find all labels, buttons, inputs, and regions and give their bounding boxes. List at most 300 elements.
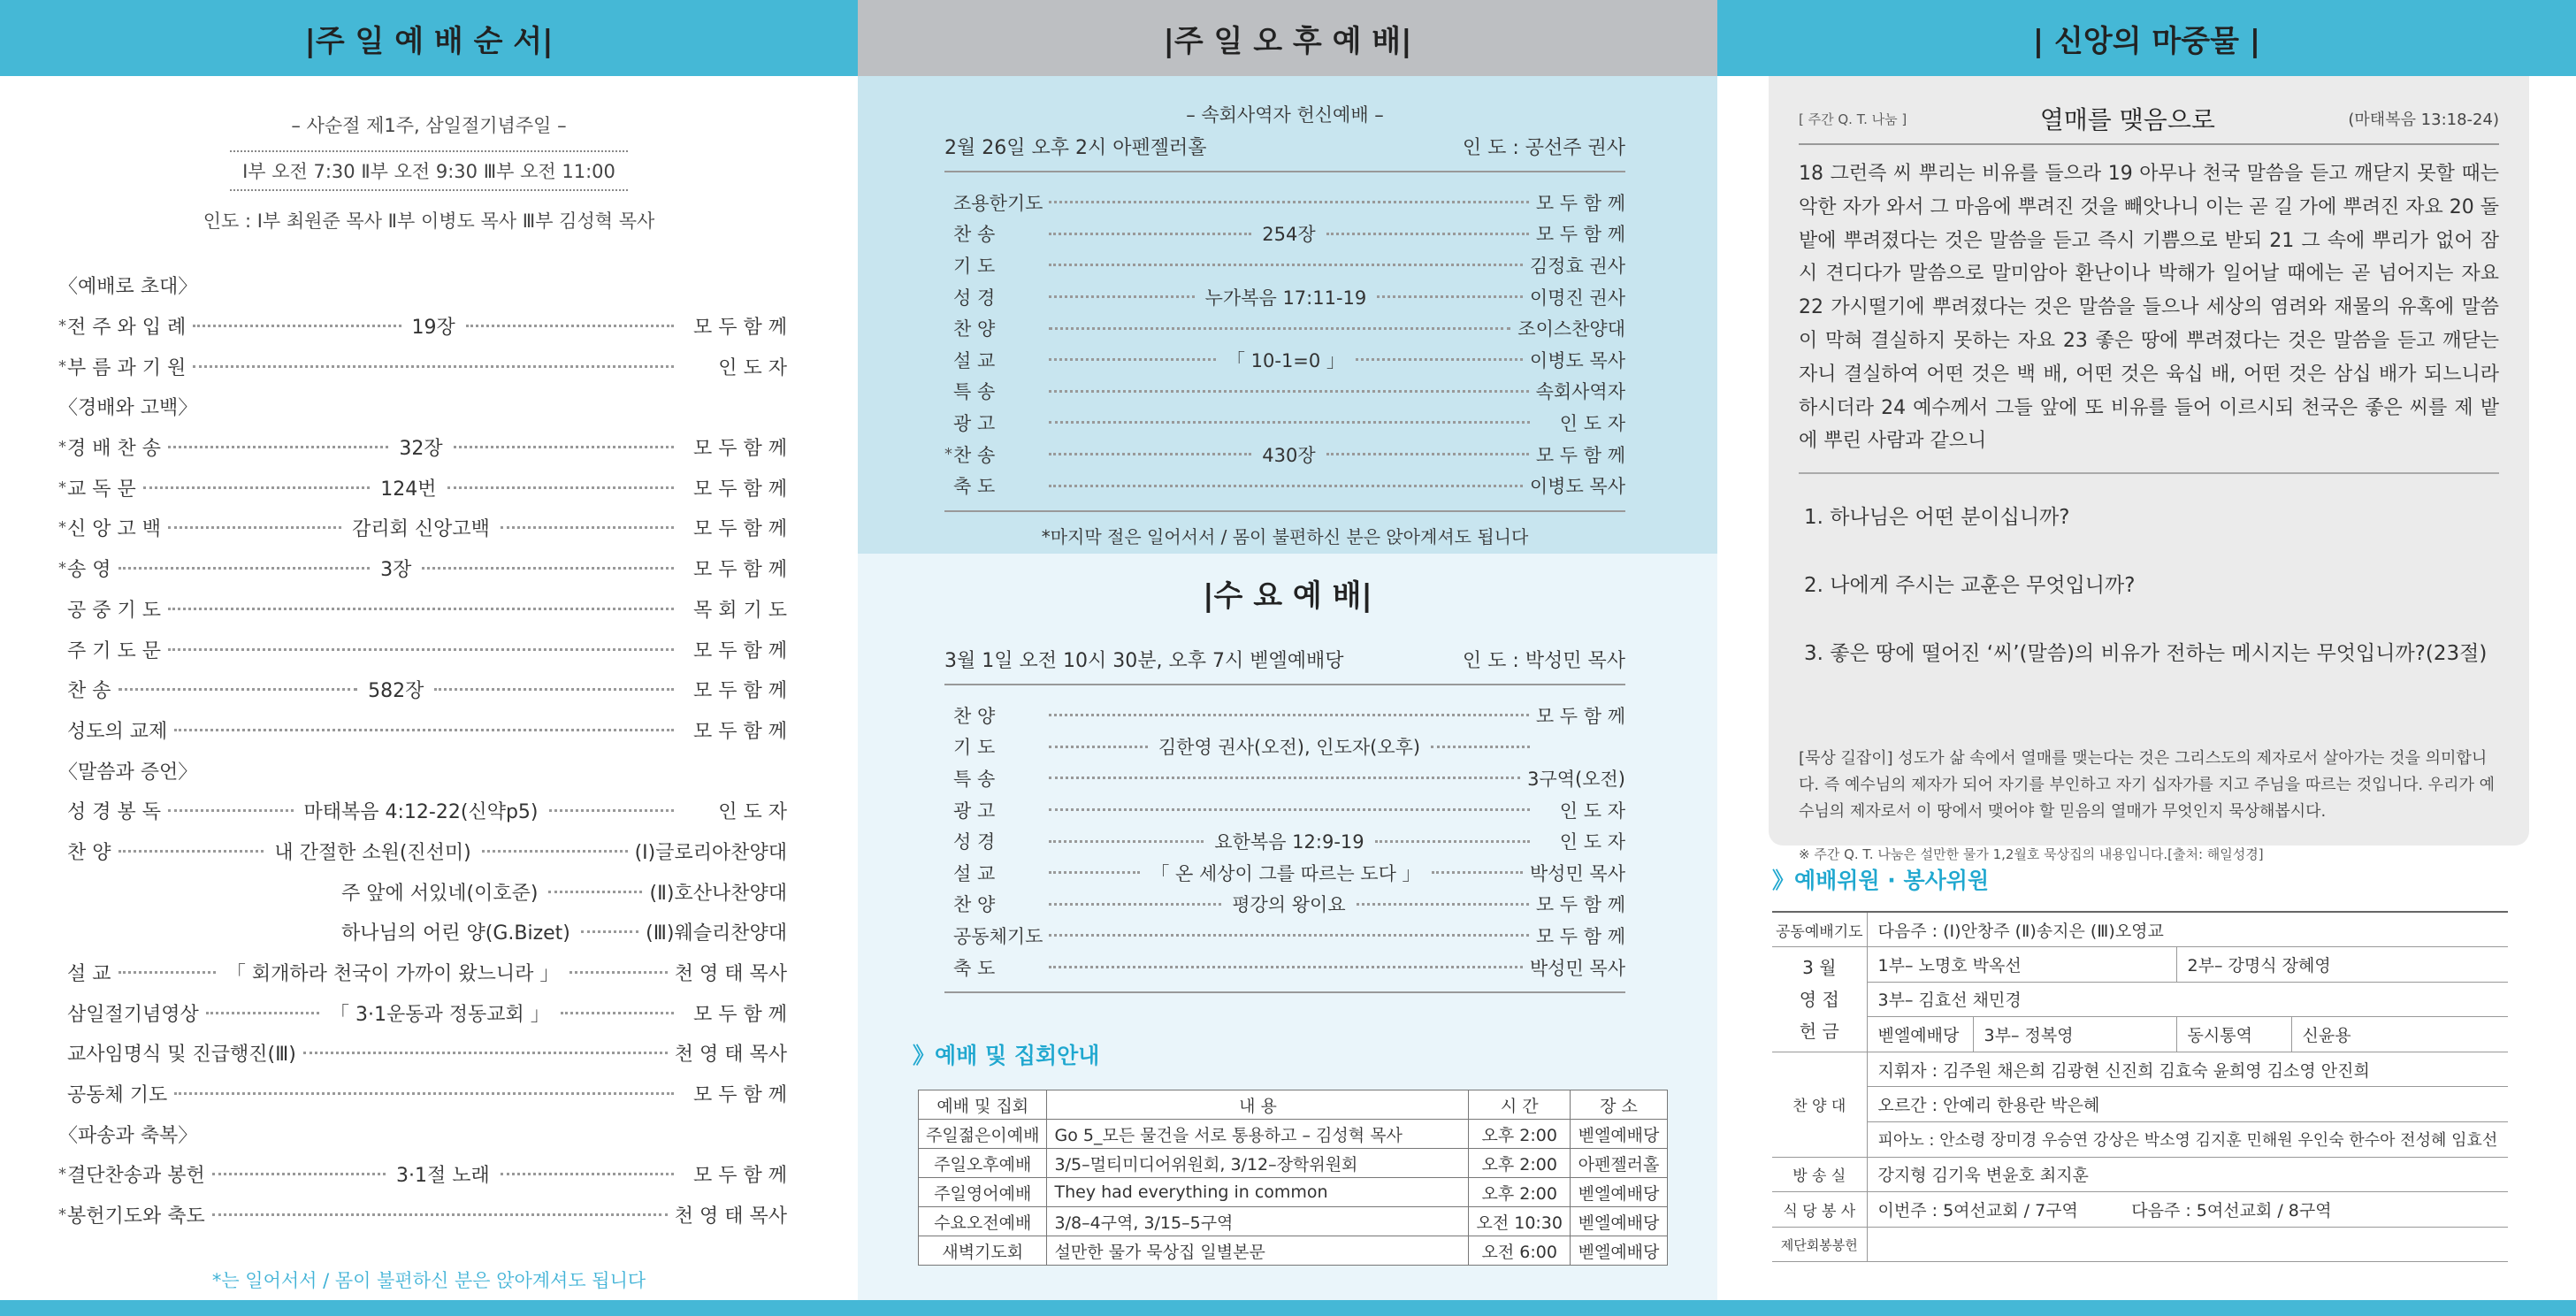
order-item-name: 기 도 bbox=[953, 737, 996, 759]
dotted-leader bbox=[1357, 903, 1529, 906]
schedule-cell: 벧엘예배당 bbox=[1571, 1120, 1668, 1149]
order-item-name: 찬 양 bbox=[953, 894, 996, 916]
qt-scripture: 18 그런즉 씨 뿌리는 비유를 들으라 19 아무나 천국 말씀을 듣고 깨닫지 못할 때는 악한 자가 와서 그 마음에 뿌려진 것을 빼앗나니 이는 곧 길 가에 뿌려진 자요 20 돌밭에 뿌려졌다는 것은 말씀을 듣고 즉시 기쁨으로 받되 21 그 속에 뿌리가 없어 잠시 견디다가 말씀으로 말미암아 환난이나 박해가 일어날 때에는 곧 넘어지는 자요 22 가시떨기에 뿌려졌다는 것은 말씀을 들으나 세상의 염려와 재물의 유혹에 말씀이 막혀 결실하지 못하는 자요 23 좋은 땅에 뿌려졌다는 것은 말씀을 듣고 깨닫는 자니 결실하여 어떤 것은 백 배, 어떤 것은 육십 배, 어떤 것은 삼십 배가 되느니라 하시더라 24 예수께서 그들 앞에 또 비유를 들어 이르시되 천국은 좋은 씨를 제 밭에 뿌린 사람과 같으니 bbox=[1799, 157, 2499, 474]
volunteer-value: 다음주 : (Ⅰ)안창주 (Ⅱ)송지은 (Ⅲ)오영교 bbox=[1867, 912, 2508, 947]
order-item-detail: 누가복음 17:11-19 bbox=[1204, 287, 1367, 309]
schedule-cell: 벧엘예배당 bbox=[1571, 1236, 1668, 1266]
schedule-header: 내 용 bbox=[1047, 1090, 1469, 1120]
dotted-leader bbox=[1432, 871, 1523, 874]
order-item-person: (Ⅱ)호산나찬양대 bbox=[649, 882, 787, 905]
volunteer-row bbox=[1772, 1087, 2508, 1122]
order-item-person: 인 도 자 bbox=[1559, 831, 1625, 853]
order-item-detail: 김한영 권사(오전), 인도자(오후) bbox=[1158, 737, 1421, 759]
order-item-name: 설 교 bbox=[953, 862, 996, 884]
order-row bbox=[58, 508, 787, 548]
order-item-name: 교사임명식 및 진급행진(Ⅲ) bbox=[67, 1044, 296, 1067]
volunteer-value: 3부– 김효선 채민경 bbox=[1867, 982, 2508, 1017]
order-item-person: 모 두 함 께 bbox=[1535, 925, 1625, 947]
dotted-leader bbox=[1049, 390, 1529, 393]
volunteer-row bbox=[1772, 1122, 2508, 1158]
schedule-table bbox=[918, 1090, 1668, 1266]
bottom-bar bbox=[0, 1300, 2576, 1316]
order-row bbox=[58, 346, 787, 386]
faith-column bbox=[1717, 0, 2576, 1300]
volunteer-row bbox=[1772, 1192, 2508, 1228]
order-row bbox=[944, 218, 1625, 250]
dotted-leader bbox=[143, 486, 371, 489]
dotted-leader bbox=[1049, 808, 1530, 811]
dotted-leader bbox=[548, 891, 642, 893]
order-row bbox=[58, 1195, 787, 1236]
order-item-name: 송 영 bbox=[67, 559, 111, 582]
dotted-leader bbox=[1326, 233, 1529, 235]
dotted-leader bbox=[549, 809, 675, 812]
order-item-name: 신 앙 고 백 bbox=[67, 518, 161, 541]
order-row bbox=[58, 912, 787, 953]
order-row bbox=[944, 825, 1625, 857]
order-item-detail: 124번 bbox=[380, 478, 437, 501]
order-row bbox=[58, 306, 787, 347]
order-item-person: (Ⅲ)웨슬리찬양대 bbox=[646, 922, 787, 945]
schedule-header: 시 간 bbox=[1469, 1090, 1571, 1120]
order-row bbox=[944, 794, 1625, 826]
schedule-row bbox=[919, 1236, 1668, 1266]
volunteer-value: 강지형 김기욱 변윤호 최지훈 bbox=[1867, 1157, 2508, 1192]
dotted-leader bbox=[118, 688, 358, 691]
order-section-heading: 〈파송과 축복〉 bbox=[58, 1124, 198, 1147]
order-item-name: 특 송 bbox=[953, 381, 996, 403]
dotted-leader bbox=[1049, 264, 1523, 266]
volunteer-value: 벧엘예배당 bbox=[1867, 1017, 1973, 1052]
order-item-detail: 430장 bbox=[1262, 444, 1316, 466]
order-item-detail: 3장 bbox=[380, 559, 412, 582]
sunday-order-title: |주 일 예 배 순 서| bbox=[0, 0, 858, 76]
standing-marker: * bbox=[58, 438, 66, 457]
order-section-heading: 〈경배와 고백〉 bbox=[58, 397, 198, 420]
dotted-leader bbox=[1326, 453, 1529, 455]
standing-marker: * bbox=[58, 478, 66, 497]
dotted-leader bbox=[1049, 295, 1195, 298]
dotted-leader bbox=[118, 567, 371, 570]
dotted-leader bbox=[1049, 233, 1251, 235]
order-item-detail: 「 10-1=0 」 bbox=[1226, 349, 1345, 371]
dotted-leader bbox=[1049, 358, 1216, 361]
order-of-service-list bbox=[58, 265, 787, 1236]
order-item-name: 공동체기도 bbox=[953, 925, 1043, 947]
order-row bbox=[58, 791, 787, 831]
order-item-detail: 19장 bbox=[411, 317, 455, 340]
order-item-person: (Ⅰ)글로리아찬양대 bbox=[634, 841, 787, 864]
order-item-person: 속회사역자 bbox=[1535, 381, 1625, 403]
volunteer-label: 3 월 영 접 헌 금 bbox=[1772, 947, 1867, 1052]
volunteer-label: 방 송 실 bbox=[1772, 1157, 1867, 1192]
qt-title: 열매를 맺음으로 bbox=[2039, 105, 2215, 134]
schedule-row bbox=[919, 1207, 1668, 1236]
standing-marker: * bbox=[58, 317, 66, 336]
order-item-name: 축 도 bbox=[953, 957, 996, 979]
schedule-cell: They had everything in common bbox=[1047, 1178, 1469, 1207]
schedule-section-title: 》예배 및 집회안내 bbox=[913, 1043, 1100, 1068]
order-row bbox=[944, 281, 1625, 313]
afternoon-order-list bbox=[944, 172, 1625, 512]
qt-reference: (마태복음 13:18-24) bbox=[2348, 111, 2499, 129]
order-row bbox=[58, 629, 787, 669]
order-item-person: 인 도 자 bbox=[718, 356, 787, 379]
schedule-cell: Go 5_모든 물건을 서로 통용하고 – 김성혁 목사 bbox=[1047, 1120, 1469, 1149]
afternoon-service-title: |주 일 오 후 예 배| bbox=[858, 0, 1717, 76]
order-item-name: 결단찬송과 봉헌 bbox=[67, 1165, 205, 1188]
volunteer-value: 이번주 : 5여선교회 / 7구역 다음주 : 5여선교회 / 8구역 bbox=[1867, 1192, 2508, 1228]
dotted-leader bbox=[1049, 746, 1148, 748]
schedule-cell: 오전 6:00 bbox=[1469, 1236, 1571, 1266]
dotted-leader bbox=[174, 729, 674, 731]
volunteer-value: 동시통역 bbox=[2176, 1017, 2291, 1052]
volunteer-value: 오르간 : 안예리 한용란 박은혜 bbox=[1867, 1087, 2508, 1122]
volunteer-value: 1부– 노명호 박옥선 bbox=[1867, 947, 2176, 983]
wednesday-leader: 인 도 : 박성민 목사 bbox=[1462, 650, 1625, 672]
order-row bbox=[58, 1154, 787, 1195]
volunteer-row bbox=[1772, 912, 2508, 947]
volunteer-value: 2부– 강명식 장혜영 bbox=[2176, 947, 2508, 983]
dotted-leader bbox=[1049, 201, 1529, 203]
order-item-name: 봉헌기도와 축도 bbox=[67, 1205, 205, 1228]
dotted-leader bbox=[174, 1092, 674, 1095]
volunteer-row bbox=[1772, 947, 2508, 983]
order-item-detail: 하나님의 어린 양(G.Bizet) bbox=[341, 922, 570, 945]
order-item-detail: 3·1절 노래 bbox=[396, 1165, 490, 1188]
dotted-leader bbox=[168, 809, 294, 812]
schedule-header: 장 소 bbox=[1571, 1090, 1668, 1120]
schedule-cell: 주일영어예배 bbox=[919, 1178, 1047, 1207]
order-section-heading: 〈예배로 초대〉 bbox=[58, 276, 198, 299]
order-item-person: 모 두 함 께 bbox=[693, 639, 787, 662]
order-item-name: 찬 양 bbox=[953, 705, 996, 727]
dotted-leader bbox=[1049, 871, 1140, 874]
volunteer-row bbox=[1772, 1017, 2508, 1052]
order-item-name: 조용한기도 bbox=[953, 192, 1043, 214]
order-row bbox=[58, 669, 787, 710]
order-item-detail: 마태복음 4:12-22(신약p5) bbox=[303, 801, 539, 824]
schedule-cell: 새벽기도회 bbox=[919, 1236, 1047, 1266]
schedule-header: 예배 및 집회 bbox=[919, 1090, 1047, 1120]
order-item-name: 경 배 찬 송 bbox=[67, 438, 161, 461]
order-item-person: 박성민 목사 bbox=[1529, 957, 1625, 979]
order-item-name: 설 교 bbox=[953, 349, 996, 371]
order-item-name: 성 경 bbox=[953, 287, 996, 309]
order-item-detail: 요한복음 12:9-19 bbox=[1214, 831, 1364, 853]
dotted-leader bbox=[1049, 485, 1523, 487]
standing-marker: * bbox=[944, 445, 952, 464]
dotted-leader bbox=[168, 526, 341, 529]
order-item-detail: 평강의 왕이요 bbox=[1232, 894, 1346, 916]
order-row bbox=[944, 312, 1625, 344]
order-item-person: 천 영 태 목사 bbox=[674, 1044, 787, 1067]
order-item-name: 광 고 bbox=[953, 800, 996, 822]
order-row bbox=[58, 992, 787, 1033]
order-item-person: 모 두 함 께 bbox=[693, 1165, 788, 1188]
schedule-cell: 오후 2:00 bbox=[1469, 1178, 1571, 1207]
order-item-person: 인 도 자 bbox=[1559, 412, 1625, 434]
order-item-detail: 「 온 세상이 그를 따르는 도다 」 bbox=[1150, 862, 1421, 884]
dotted-leader bbox=[501, 526, 674, 529]
volunteer-row bbox=[1772, 982, 2508, 1017]
volunteer-label: 공동예배기도 bbox=[1772, 912, 1867, 947]
schedule-cell: 벧엘예배당 bbox=[1571, 1207, 1668, 1236]
qt-question: 1. 하나님은 어떤 분이십니까? bbox=[1804, 506, 2070, 530]
service-leaders: 인도 : Ⅰ부 최원준 목사 Ⅱ부 이병도 목사 Ⅲ부 김성혁 목사 bbox=[203, 210, 655, 232]
order-item-name: 주 기 도 문 bbox=[67, 639, 161, 662]
qt-meditation: [묵상 길잡이] 성도가 삶 속에서 열매를 맺는다는 것은 그리스도의 제자로서 살아가는 것을 의미합니다. 즉 예수님의 제자가 되어 자기를 부인하고 자기 십자가를 지고 주님을 따르는 것입니다. 우리가 예수님의 제자로서 이 땅에서 맺어야 할 믿음의 열매가 무엇인지 묵상해봅시다. bbox=[1799, 749, 2496, 822]
order-item-person: 인 도 자 bbox=[1559, 800, 1625, 822]
order-item-name: 부 름 과 기 원 bbox=[67, 356, 187, 379]
dotted-leader bbox=[1049, 903, 1221, 906]
schedule-cell: 3/8–4구역, 3/15–5구역 bbox=[1047, 1207, 1469, 1236]
wednesday-service-title: |수 요 예 배| bbox=[1203, 578, 1372, 614]
wednesday-info bbox=[944, 640, 1625, 685]
order-item-person: 박성민 목사 bbox=[1529, 862, 1625, 884]
afternoon-leader: 인 도 : 공선주 권사 bbox=[1462, 137, 1625, 159]
dotted-leader bbox=[482, 850, 628, 853]
wednesday-order-list bbox=[944, 685, 1625, 993]
order-item-person: 모 두 함 께 bbox=[1535, 192, 1625, 214]
volunteer-value: 피아노 : 안소령 장미경 우승연 강상은 박소영 김지훈 민해원 우인숙 한수아 전성혜 임효선 bbox=[1867, 1122, 2508, 1158]
volunteer-label: 제단회봉봉헌 bbox=[1772, 1227, 1867, 1262]
dotted-leader bbox=[303, 1052, 668, 1054]
standing-note: *는 일어서서 / 몸이 불편하신 분은 앉아계셔도 됩니다 bbox=[211, 1270, 646, 1291]
order-item-detail: 「 3·1운동과 정동교회 」 bbox=[330, 1003, 550, 1026]
afternoon-info bbox=[944, 127, 1625, 172]
order-item-name: 공동체 기도 bbox=[67, 1084, 168, 1107]
order-item-person: 모 두 함 께 bbox=[1535, 894, 1626, 916]
order-row bbox=[58, 710, 787, 751]
order-item-person: 모 두 함 께 bbox=[693, 1003, 787, 1026]
order-item-name: 찬 양 bbox=[67, 841, 111, 864]
dotted-leader bbox=[422, 567, 674, 570]
afternoon-service-panel bbox=[858, 76, 1717, 554]
order-item-person: 모 두 함 께 bbox=[1535, 224, 1626, 246]
dotted-leader bbox=[1049, 453, 1251, 455]
volunteer-value: 지휘자 : 김주원 채은희 김광현 신진희 김효숙 윤희영 김소영 안진희 bbox=[1867, 1052, 2508, 1087]
volunteer-table bbox=[1772, 911, 2508, 1262]
dotted-leader bbox=[193, 365, 674, 368]
dotted-leader bbox=[581, 930, 638, 933]
order-item-detail: 254장 bbox=[1262, 224, 1316, 246]
order-row bbox=[944, 249, 1625, 281]
dotted-leader bbox=[212, 1213, 668, 1216]
order-item-person: 조이스찬양대 bbox=[1517, 318, 1625, 340]
order-item-detail: 주 앞에 서있네(이호준) bbox=[341, 882, 539, 905]
sunday-order-column bbox=[0, 0, 858, 1300]
dotted-leader bbox=[212, 1173, 386, 1175]
order-item-person: 이병도 목사 bbox=[1529, 349, 1626, 371]
schedule-cell: 오전 10:30 bbox=[1469, 1207, 1571, 1236]
dotted-leader bbox=[193, 325, 401, 327]
order-section-heading: 〈말씀과 증언〉 bbox=[58, 761, 198, 784]
dotted-leader bbox=[501, 1173, 674, 1175]
order-row bbox=[58, 871, 787, 912]
order-item-name: 축 도 bbox=[953, 476, 996, 498]
volunteer-section-title: 》예배위원 · 봉사위원 bbox=[1772, 868, 1990, 893]
order-row bbox=[58, 1074, 787, 1114]
service-times: Ⅰ부 오전 7:30 Ⅱ부 오전 9:30 Ⅲ부 오전 11:00 bbox=[230, 150, 628, 191]
schedule-cell: 벧엘예배당 bbox=[1571, 1178, 1668, 1207]
faith-title: | 신앙의 마중물 | bbox=[1717, 0, 2576, 76]
order-item-detail: 582장 bbox=[368, 680, 424, 703]
standing-marker: * bbox=[58, 356, 66, 376]
dotted-leader bbox=[569, 971, 667, 974]
afternoon-date: 2월 26일 오후 2시 아펜젤러홀 bbox=[944, 137, 1207, 159]
dotted-leader bbox=[1049, 421, 1530, 424]
order-item-name: 성도의 교제 bbox=[67, 720, 168, 743]
dotted-leader bbox=[434, 688, 674, 691]
order-item-person: 3구역(오전) bbox=[1527, 768, 1625, 790]
dotted-leader bbox=[118, 971, 216, 974]
standing-marker: * bbox=[58, 1165, 66, 1184]
order-row bbox=[944, 470, 1625, 501]
order-row bbox=[58, 427, 787, 468]
order-row bbox=[944, 439, 1625, 471]
order-item-person: 이병도 목사 bbox=[1529, 476, 1625, 498]
order-item-person: 모 두 함 께 bbox=[693, 1084, 787, 1107]
qt-source: ※ 주간 Q. T. 나눔은 설만한 물가 1,2월호 묵상집의 내용입니다.[출처: 해일성경] bbox=[1799, 846, 2264, 863]
dotted-leader bbox=[1049, 777, 1520, 779]
order-item-detail: 「 회개하라 천국이 가까이 왔느니라 」 bbox=[225, 963, 560, 986]
schedule-cell: 아펜젤러홀 bbox=[1571, 1149, 1668, 1178]
dotted-leader bbox=[168, 648, 674, 651]
dotted-leader bbox=[1356, 358, 1523, 361]
order-item-name: 삼일절기념영상 bbox=[67, 1003, 199, 1026]
order-row bbox=[58, 589, 787, 630]
order-item-person: 모 두 함 께 bbox=[1535, 705, 1625, 727]
order-item-name: 광 고 bbox=[953, 412, 996, 434]
order-item-name: 설 교 bbox=[67, 963, 111, 986]
order-row bbox=[944, 344, 1625, 376]
order-item-person: 모 두 함 께 bbox=[1535, 444, 1626, 466]
volunteer-value: 신윤용 bbox=[2291, 1017, 2508, 1052]
order-item-person: 이명진 권사 bbox=[1529, 287, 1625, 309]
order-item-name: 공 중 기 도 bbox=[67, 599, 161, 622]
order-item-person: 목 회 기 도 bbox=[693, 599, 787, 622]
dotted-leader bbox=[168, 608, 674, 610]
afternoon-subtitle: – 속회사역자 헌신예배 – bbox=[1186, 104, 1384, 126]
dotted-leader bbox=[447, 486, 675, 489]
wednesday-date: 3월 1일 오전 10시 30분, 오후 7시 벧엘예배당 bbox=[944, 650, 1344, 672]
order-item-name: 찬 양 bbox=[953, 318, 996, 340]
dotted-leader bbox=[118, 850, 264, 853]
order-item-person: 모 두 함 께 bbox=[693, 559, 787, 582]
order-item-name: 찬 송 bbox=[953, 224, 996, 246]
order-item-name: 찬 송 bbox=[953, 444, 996, 466]
order-row bbox=[58, 831, 787, 872]
order-item-detail: 감리회 신앙고백 bbox=[352, 518, 490, 541]
volunteer-row bbox=[1772, 1157, 2508, 1192]
schedule-header-row bbox=[919, 1090, 1668, 1120]
standing-marker: * bbox=[58, 1205, 66, 1225]
order-item-name: 전 주 와 입 례 bbox=[67, 317, 187, 340]
qt-question: 3. 좋은 땅에 떨어진 ‘씨’(말씀)의 비유가 전하는 메시지는 무엇입니까?(23절) bbox=[1804, 642, 2488, 666]
order-item-name: 기 도 bbox=[953, 255, 996, 277]
order-item-name: 특 송 bbox=[953, 768, 996, 790]
volunteer-label: 찬 양 대 bbox=[1772, 1052, 1867, 1157]
order-row bbox=[58, 467, 787, 508]
order-row bbox=[944, 889, 1625, 921]
order-item-person: 인 도 자 bbox=[718, 801, 788, 824]
schedule-cell: 수요오전예배 bbox=[919, 1207, 1047, 1236]
order-item-person: 모 두 함 께 bbox=[693, 317, 788, 340]
dotted-leader bbox=[168, 446, 388, 448]
volunteer-value bbox=[1867, 1227, 2508, 1262]
order-item-detail: 32장 bbox=[399, 438, 443, 461]
order-row bbox=[944, 376, 1625, 408]
order-row bbox=[944, 952, 1625, 983]
dotted-leader bbox=[1377, 295, 1523, 298]
order-row bbox=[944, 920, 1625, 952]
dotted-leader bbox=[1431, 746, 1530, 748]
order-item-person: 모 두 함 께 bbox=[693, 478, 787, 501]
volunteer-label: 식 당 봉 사 bbox=[1772, 1192, 1867, 1228]
order-item-person: 모 두 함 께 bbox=[693, 680, 787, 703]
dotted-leader bbox=[1049, 714, 1529, 716]
schedule-cell: 3/5–멀티미디어위원회, 3/12–장학위원회 bbox=[1047, 1149, 1469, 1178]
order-item-person: 천 영 태 목사 bbox=[674, 963, 787, 986]
qt-question: 2. 나에게 주시는 교훈은 무엇입니까? bbox=[1804, 574, 2136, 598]
order-row bbox=[944, 407, 1625, 439]
dotted-leader bbox=[1049, 840, 1204, 843]
schedule-row bbox=[919, 1178, 1668, 1207]
standing-marker: * bbox=[58, 559, 66, 578]
volunteer-row bbox=[1772, 1227, 2508, 1262]
order-item-person: 김정효 권사 bbox=[1529, 255, 1625, 277]
order-row bbox=[944, 762, 1625, 794]
order-item-name: 교 독 문 bbox=[67, 478, 136, 501]
qt-box bbox=[1769, 76, 2529, 863]
order-row bbox=[944, 857, 1625, 889]
schedule-cell: 주일오후예배 bbox=[919, 1149, 1047, 1178]
order-row bbox=[58, 548, 787, 589]
volunteer-row bbox=[1772, 1052, 2508, 1087]
schedule-cell: 주일젊은이예배 bbox=[919, 1120, 1047, 1149]
order-row bbox=[944, 700, 1625, 731]
schedule-cell: 오후 2:00 bbox=[1469, 1149, 1571, 1178]
order-item-name: 성 경 bbox=[953, 831, 996, 853]
schedule-cell: 설만한 물가 묵상집 일별본문 bbox=[1047, 1236, 1469, 1266]
order-row bbox=[58, 1033, 787, 1074]
order-item-name: 성 경 봉 독 bbox=[67, 801, 161, 824]
order-row bbox=[58, 953, 787, 993]
dotted-leader bbox=[561, 1012, 674, 1014]
dotted-leader bbox=[1375, 840, 1530, 843]
dotted-leader bbox=[1049, 966, 1523, 968]
dotted-leader bbox=[466, 325, 674, 327]
schedule-row bbox=[919, 1120, 1668, 1149]
afternoon-note: *마지막 절은 일어서서 / 몸이 불편하신 분은 앉아계셔도 됩니다 bbox=[1041, 525, 1529, 547]
order-item-detail: 내 간절한 소원(진선미) bbox=[274, 841, 471, 864]
order-row bbox=[944, 731, 1625, 763]
order-row bbox=[944, 187, 1625, 218]
dotted-leader bbox=[454, 446, 674, 448]
order-item-name: 찬 송 bbox=[67, 680, 111, 703]
dotted-leader bbox=[1049, 934, 1529, 937]
worship-column bbox=[858, 0, 1717, 1300]
order-item-person: 모 두 함 께 bbox=[693, 720, 787, 743]
dotted-leader bbox=[1049, 327, 1510, 330]
schedule-cell: 오후 2:00 bbox=[1469, 1120, 1571, 1149]
order-item-person: 모 두 함 께 bbox=[693, 518, 788, 541]
volunteer-value: 3부– 정복영 bbox=[1973, 1017, 2176, 1052]
qt-tag: [ 주간 Q. T. 나눔 ] bbox=[1799, 111, 1907, 127]
order-item-person: 천 영 태 목사 bbox=[674, 1205, 787, 1228]
order-item-person: 모 두 함 께 bbox=[693, 438, 787, 461]
